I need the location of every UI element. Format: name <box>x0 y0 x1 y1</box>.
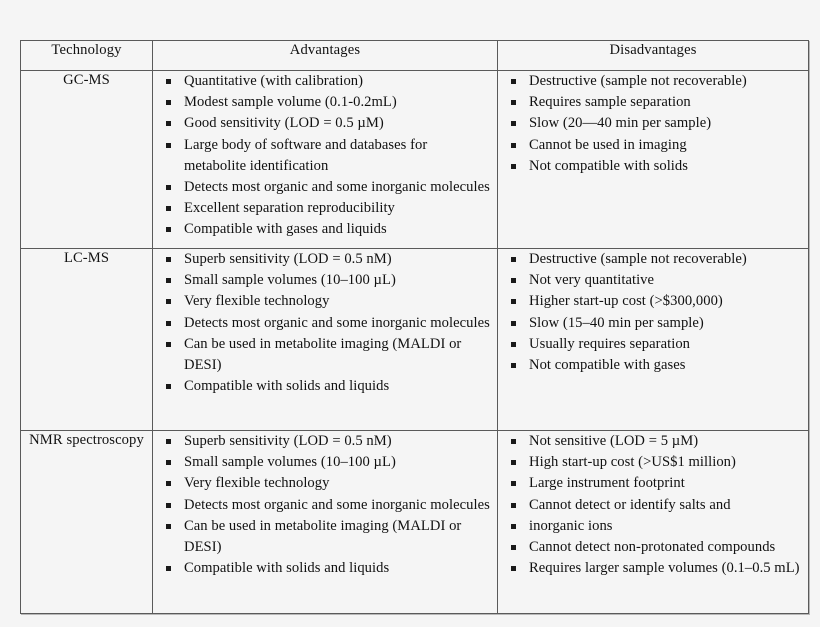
list-item <box>153 334 497 376</box>
list-item <box>498 249 808 270</box>
square-bullet-icon <box>166 342 171 347</box>
list-item-text: Detects most organic and some inorganic molecules <box>184 179 490 196</box>
list-item <box>153 219 497 240</box>
technology-name: NMR spectroscopy <box>29 432 144 448</box>
list-item-text: Cannot detect non-protonated compounds <box>529 539 776 556</box>
square-bullet-icon <box>166 185 171 190</box>
list-item-text: Detects most organic and some inorganic molecules <box>184 314 490 331</box>
list-item <box>153 270 497 291</box>
square-bullet-icon <box>166 206 171 211</box>
list-item <box>153 452 497 473</box>
list-item-text: Cannot detect or identify salts and <box>529 496 731 513</box>
list-item-text: Usually requires separation <box>529 335 691 352</box>
list-item-text: Not compatible with solids <box>529 157 688 174</box>
square-bullet-icon <box>166 460 171 465</box>
list-item-text: Excellent separation reproducibility <box>184 200 395 217</box>
list-item <box>498 334 808 355</box>
list-item <box>153 177 497 198</box>
square-bullet-icon <box>166 321 171 326</box>
disadvantages-list <box>498 249 808 376</box>
square-bullet-icon <box>166 384 171 389</box>
list-item <box>153 113 497 134</box>
square-bullet-icon <box>511 566 516 571</box>
square-bullet-icon <box>511 100 516 105</box>
list-item <box>498 291 808 312</box>
column-header-technology <box>21 41 153 71</box>
list-item <box>498 558 808 579</box>
square-bullet-icon <box>511 299 516 304</box>
list-item <box>153 291 497 312</box>
list-item-text: Very flexible technology <box>184 475 330 492</box>
square-bullet-icon <box>166 278 171 283</box>
disadvantages-cell-nmr <box>498 431 809 614</box>
list-item-text: Large instrument footprint <box>529 475 685 492</box>
disadvantages-cell-lcms <box>498 249 809 431</box>
column-header-disadvantages-label: Disadvantages <box>609 42 697 58</box>
square-bullet-icon <box>511 164 516 169</box>
list-item-text: Not very quantitative <box>529 272 655 289</box>
square-bullet-icon <box>166 121 171 126</box>
comparison-table-container <box>20 40 808 613</box>
square-bullet-icon <box>166 257 171 262</box>
technology-name: GC-MS <box>63 72 110 88</box>
list-item-text: Very flexible technology <box>184 293 330 310</box>
list-item <box>153 313 497 334</box>
list-item <box>153 92 497 113</box>
square-bullet-icon <box>511 278 516 283</box>
table-row <box>21 71 809 249</box>
advantages-cell-gcms <box>153 71 498 249</box>
list-item <box>153 495 497 516</box>
disadvantages-cell-gcms <box>498 71 809 249</box>
list-item <box>153 135 497 177</box>
advantages-list <box>153 249 497 397</box>
column-header-advantages-label: Advantages <box>289 42 361 58</box>
list-item-text: Can be used in metabolite imaging (MALDI or DESI) <box>184 517 462 556</box>
square-bullet-icon <box>511 143 516 148</box>
advantages-list <box>153 71 497 241</box>
list-item <box>498 71 808 92</box>
technology-cell-nmr <box>21 431 153 614</box>
list-item-text: Compatible with solids and liquids <box>184 560 390 577</box>
square-bullet-icon <box>166 299 171 304</box>
advantages-cell-lcms <box>153 249 498 431</box>
square-bullet-icon <box>166 524 171 529</box>
list-item-text: Detects most organic and some inorganic molecules <box>184 496 490 513</box>
list-item-text: Modest sample volume (0.1-0.2mL) <box>184 94 397 111</box>
square-bullet-icon <box>511 342 516 347</box>
list-item-text: Not sensitive (LOD = 5 µM) <box>529 433 699 449</box>
column-header-advantages <box>153 41 498 71</box>
list-item-text: High start-up cost (>US$1 million) <box>529 454 736 471</box>
table-row <box>21 431 809 614</box>
list-item-text: Slow (20—40 min per sample) <box>529 115 712 132</box>
square-bullet-icon <box>166 439 171 444</box>
column-header-technology-label: Technology <box>51 42 122 58</box>
square-bullet-icon <box>511 460 516 465</box>
list-item-text: Requires sample separation <box>529 94 691 111</box>
square-bullet-icon <box>166 143 171 148</box>
list-item <box>498 431 808 452</box>
table-body <box>21 71 809 614</box>
list-item-text: Superb sensitivity (LOD = 0.5 nM) <box>184 251 392 267</box>
list-item-text: Destructive (sample not recoverable) <box>529 73 747 89</box>
square-bullet-icon <box>511 257 516 262</box>
list-item <box>498 537 808 558</box>
list-item-text: Quantitative (with calibration) <box>184 73 364 89</box>
square-bullet-icon <box>511 503 516 508</box>
list-item <box>153 516 497 558</box>
technology-name: LC-MS <box>63 250 110 266</box>
list-item-text: Small sample volumes (10–100 µL) <box>184 454 396 471</box>
list-item <box>498 355 808 376</box>
list-item <box>498 92 808 113</box>
list-item-text: Not compatible with gases <box>529 357 686 374</box>
list-item-text: Destructive (sample not recoverable) <box>529 251 747 267</box>
square-bullet-icon <box>166 481 171 486</box>
square-bullet-icon <box>511 439 516 444</box>
technology-cell-lcms <box>21 249 153 431</box>
list-item-text: Large body of software and databases for metabolite identification <box>184 136 428 174</box>
square-bullet-icon <box>511 79 516 84</box>
list-item-text: Small sample volumes (10–100 µL) <box>184 272 396 289</box>
column-header-disadvantages <box>498 41 809 71</box>
list-item-text: Compatible with solids and liquids <box>184 378 390 395</box>
header-row <box>21 41 809 71</box>
square-bullet-icon <box>166 100 171 105</box>
table-row <box>21 249 809 431</box>
list-item-text: Cannot be used in imaging <box>529 136 687 153</box>
list-item <box>153 249 497 270</box>
technology-comparison-table <box>20 40 809 614</box>
list-item-text: Superb sensitivity (LOD = 0.5 nM) <box>184 433 392 449</box>
list-item <box>153 376 497 397</box>
square-bullet-icon <box>166 503 171 508</box>
square-bullet-icon <box>166 79 171 84</box>
list-item <box>153 431 497 452</box>
square-bullet-icon <box>511 545 516 550</box>
list-item <box>498 452 808 473</box>
list-item <box>498 495 808 516</box>
square-bullet-icon <box>511 321 516 326</box>
list-item <box>498 113 808 134</box>
list-item <box>498 516 808 537</box>
square-bullet-icon <box>166 566 171 571</box>
advantages-list <box>153 431 497 579</box>
table-header <box>21 41 809 71</box>
disadvantages-list <box>498 71 808 177</box>
advantages-cell-nmr <box>153 431 498 614</box>
list-item-text: inorganic ions <box>529 517 613 534</box>
list-item-text: Compatible with gases and liquids <box>184 221 387 238</box>
square-bullet-icon <box>166 227 171 232</box>
list-item <box>498 473 808 494</box>
list-item <box>153 558 497 579</box>
list-item <box>498 135 808 156</box>
list-item-text: Good sensitivity (LOD = 0.5 µM) <box>184 115 384 132</box>
list-item-text: Requires larger sample volumes (0.1–0.5 mL) <box>529 560 800 577</box>
square-bullet-icon <box>511 121 516 126</box>
list-item <box>498 156 808 177</box>
disadvantages-list <box>498 431 808 579</box>
list-item <box>153 198 497 219</box>
list-item <box>498 270 808 291</box>
list-item <box>153 473 497 494</box>
square-bullet-icon <box>511 481 516 486</box>
technology-cell-gcms <box>21 71 153 249</box>
list-item <box>153 71 497 92</box>
square-bullet-icon <box>511 363 516 368</box>
square-bullet-icon <box>511 524 516 529</box>
list-item-text: Can be used in metabolite imaging (MALDI or DESI) <box>184 335 462 374</box>
list-item <box>498 313 808 334</box>
list-item-text: Slow (15–40 min per sample) <box>529 314 704 331</box>
list-item-text: Higher start-up cost (>$300,000) <box>529 293 723 310</box>
